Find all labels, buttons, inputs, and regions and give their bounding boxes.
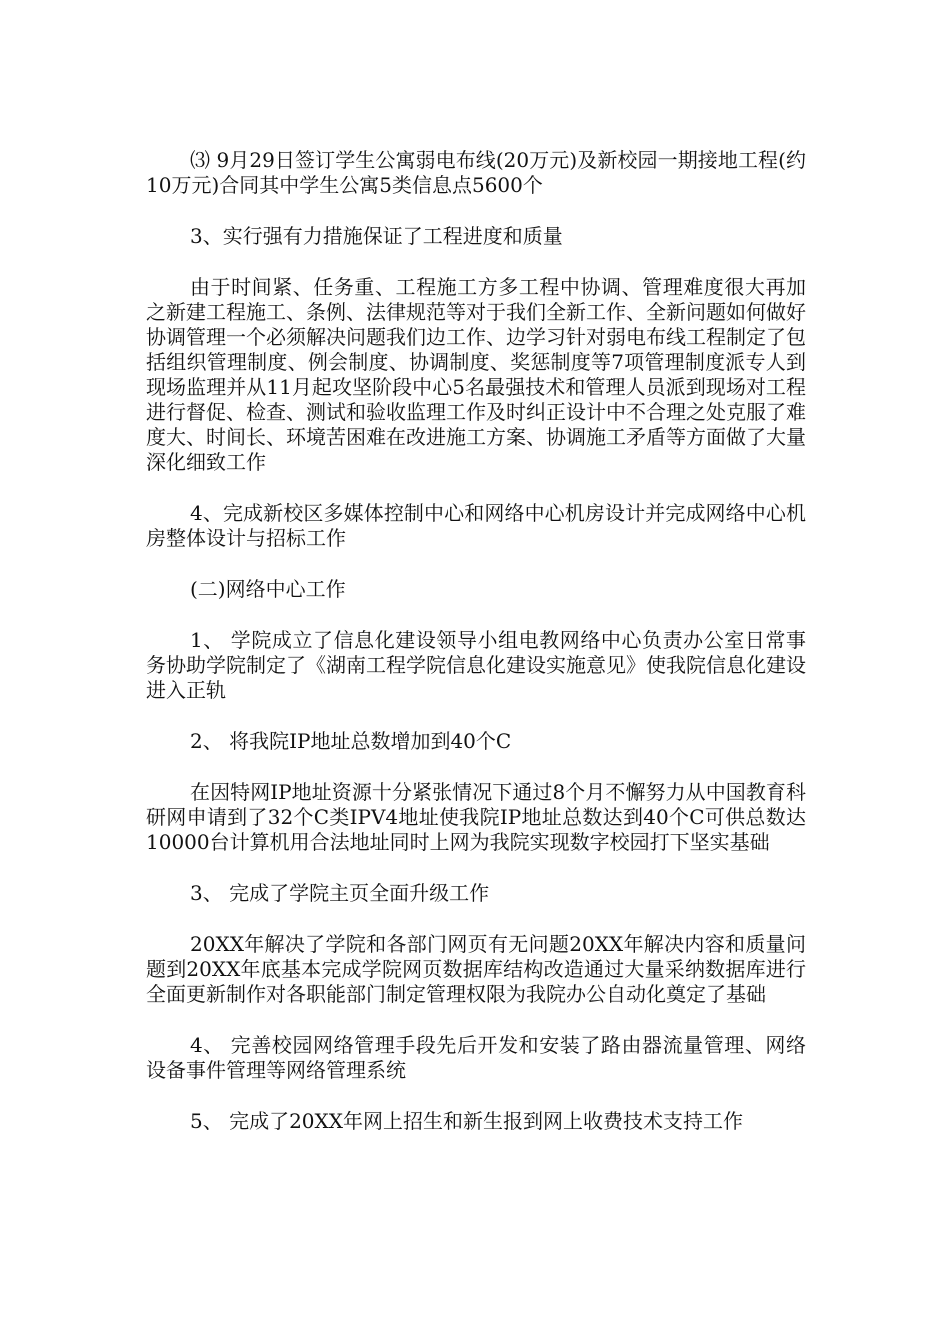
paragraph-heading-homepage-upgrade: 3、 完成了学院主页全面升级工作 [190, 881, 490, 905]
paragraph-homepage-details: 20XX年解决了学院和各部门网页有无问题20XX年解决内容和质量问题到20XX年底基本完成学院网页数据库结构改造通过大量采纳数据库进行全面更新制作对各职能部门制定管理权限为我院办公自动化奠定了基础 [146, 932, 806, 1006]
paragraph-heading-quality-measures: 3、实行强有力措施保证了工程进度和质量 [190, 224, 563, 248]
document-page [146, 148, 806, 1134]
section-heading-network-center: (二)网络中心工作 [190, 577, 346, 601]
paragraph-management-measures: 由于时间紧、任务重、工程施工方多工程中协调、管理难度很大再加之新建工程施工、条例、法律规范等对于我们全新工作、全新问题如何做好协调管理一个必须解决问题我们边工作、边学习针对弱电布线工程制定了包括组织管理制度、例会制度、协调制度、奖惩制度等7项管理制度派专人到现场监理并从11月起攻坚阶段中心5名最强技术和管理人员派到现场对工程进行督促、检查、测试和验收监理工作及时纠正设计中不合理之处克服了难度大、时间长、环境苦困难在改进施工方案、协调施工矛盾等方面做了大量深化细致工作 [146, 275, 806, 474]
paragraph-online-enrollment: 5、 完成了20XX年网上招生和新生报到网上收费技术支持工作 [190, 1109, 744, 1133]
paragraph-network-management: 4、 完善校园网络管理手段先后开发和安装了路由器流量管理、网络设备事件管理等网络管理系统 [146, 1033, 806, 1082]
paragraph-ip-application: 在因特网IP地址资源十分紧张情况下通过8个月不懈努力从中国教育科研网申请到了32个C类IPV4地址使我院IP地址总数达到40个C可供总数达10000台计算机用合法地址同时上网为我院实现数字校园打下坚实基础 [146, 780, 806, 854]
paragraph-heading-ip-addresses: 2、 将我院IP地址总数增加到40个C [190, 729, 512, 753]
paragraph-contract-signing: ⑶ 9月29日签订学生公寓弱电布线(20万元)及新校园一期接地工程(约10万元)合同其中学生公寓5类信息点5600个 [146, 148, 806, 197]
paragraph-informatization-group: 1、 学院成立了信息化建设领导小组电教网络中心负责办公室日常事务协助学院制定了《湖南工程学院信息化建设实施意见》使我院信息化建设进入正轨 [146, 628, 806, 702]
paragraph-control-center-design: 4、完成新校区多媒体控制中心和网络中心机房设计并完成网络中心机房整体设计与招标工作 [146, 501, 806, 550]
